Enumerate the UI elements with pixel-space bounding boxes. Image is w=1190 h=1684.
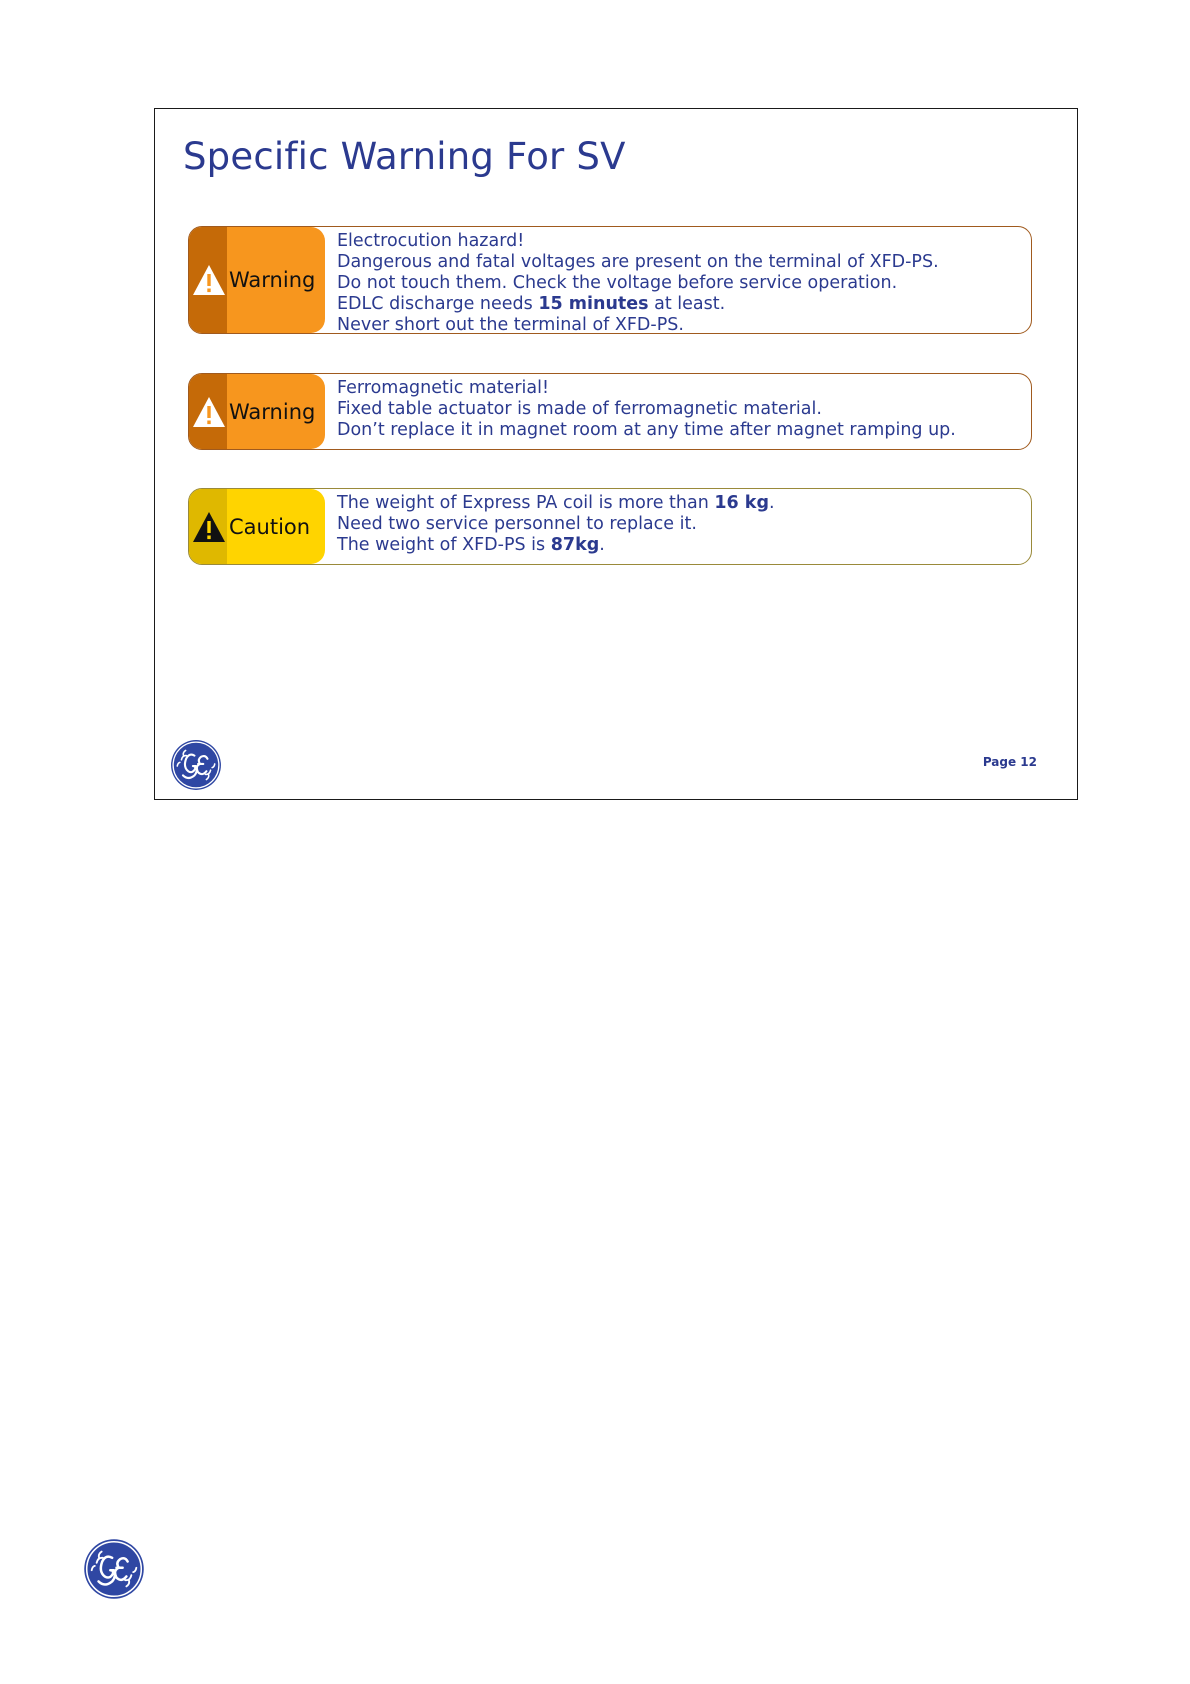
notice-line: EDLC discharge needs 15 minutes at least.	[337, 294, 726, 314]
notice-line: Electrocution hazard!	[337, 231, 525, 251]
ge-monogram-icon	[83, 1538, 145, 1600]
notice-line: Dangerous and fatal voltages are present on the terminal of XFD-PS.	[337, 252, 939, 272]
notice-line: Don’t replace it in magnet room at any time after magnet ramping up.	[337, 420, 956, 440]
notice-line: Ferromagnetic material!	[337, 378, 549, 398]
slide-title: Specific Warning For SV	[183, 135, 626, 178]
warning-label	[189, 227, 325, 333]
notice-line: Need two service personnel to replace it.	[337, 514, 697, 534]
notice-body	[325, 374, 956, 449]
warning-label-text: Warning	[229, 268, 316, 292]
warning-notice-ferromagnetic	[188, 373, 1032, 450]
page-number: Page 12	[982, 755, 1037, 769]
notice-line: The weight of Express PA coil is more than 16 kg.	[337, 493, 775, 513]
notice-line: Do not touch them. Check the voltage before service operation.	[337, 273, 898, 293]
caution-label-text: Caution	[229, 514, 311, 539]
notice-line: Never short out the terminal of XFD-PS.	[337, 315, 684, 334]
warning-label-text: Warning	[229, 399, 316, 424]
emphasis-text: 87kg	[550, 535, 600, 555]
warning-triangle-icon	[191, 263, 227, 297]
notice-body	[325, 489, 775, 564]
notice-line: Fixed table actuator is made of ferromagnetic material.	[337, 399, 822, 419]
warning-label	[189, 374, 325, 449]
caution-label	[189, 489, 325, 564]
emphasis-text: 16 kg	[714, 493, 769, 513]
caution-notice-weight	[188, 488, 1032, 565]
ge-monogram-icon	[170, 739, 222, 791]
warning-notice-electrocution	[188, 226, 1032, 334]
slide	[154, 108, 1078, 800]
emphasis-text: 15 minutes	[538, 294, 649, 314]
notice-line: The weight of XFD-PS is 87kg.	[337, 535, 605, 555]
notice-body	[325, 227, 939, 333]
warning-triangle-icon	[191, 395, 227, 429]
caution-triangle-icon	[191, 510, 227, 544]
